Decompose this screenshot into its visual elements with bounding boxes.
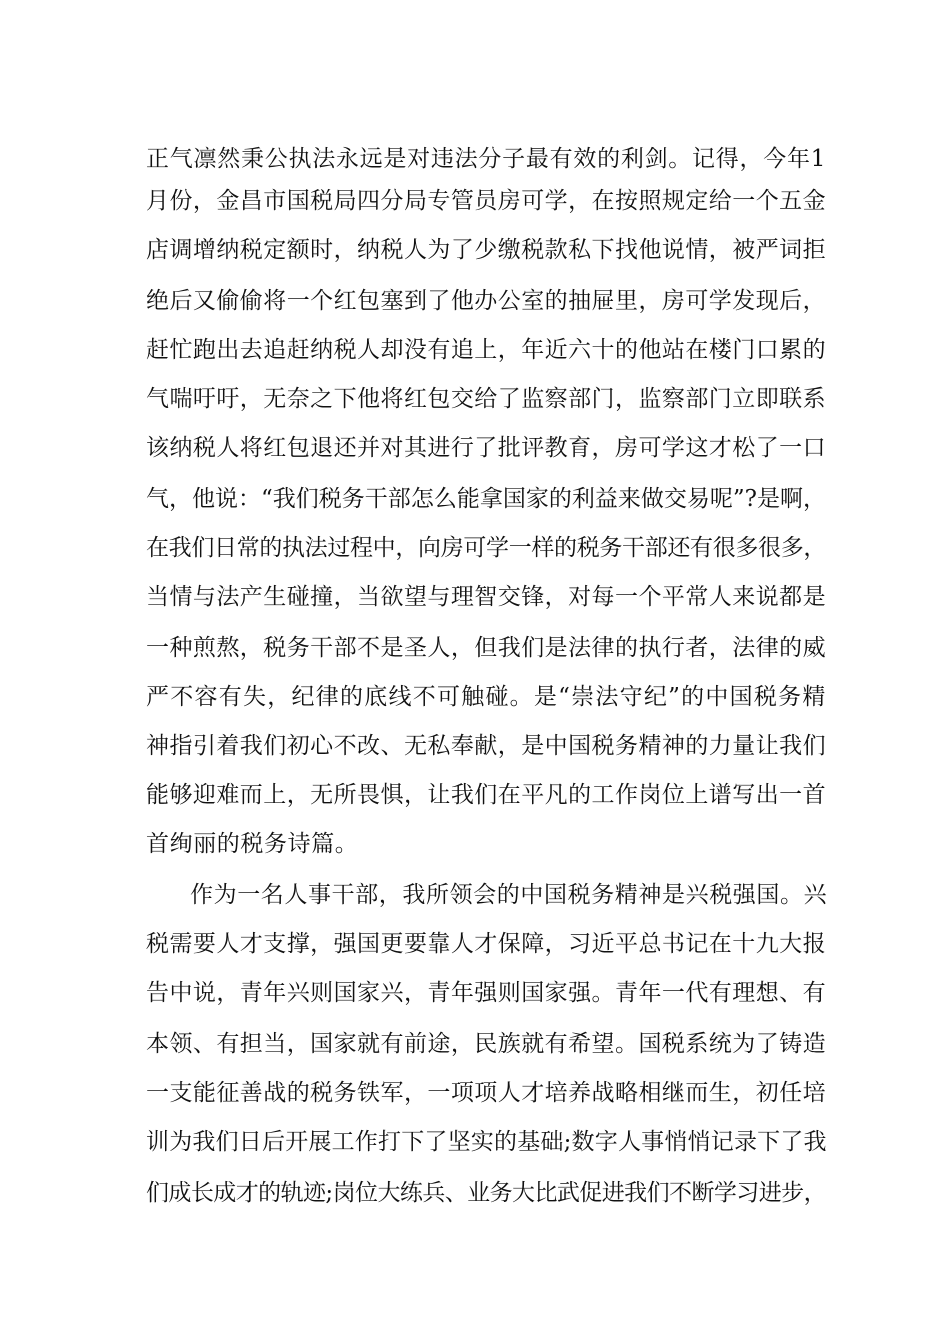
paragraph-2-line-3: 告中说，青年兴则国家兴，青年强则国家强。青年一代有理想、有 xyxy=(146,980,826,1006)
paragraph-1-line-14: 能够迎难而上，无所畏惧，让我们在平凡的工作岗位上谱写出一首 xyxy=(146,782,826,808)
paragraph-1-line-15: 首绚丽的税务诗篇。 xyxy=(146,831,359,857)
paragraph-1-line-12: 严不容有失，纪律的底线不可触碰。是“崇法守纪”的中国税务精 xyxy=(146,684,826,710)
paragraph-1-line-10: 当情与法产生碰撞，当欲望与理智交锋，对每一个平常人来说都是 xyxy=(146,584,826,610)
paragraph-1-line-11: 一种煎熬，税务干部不是圣人，但我们是法律的执行者，法律的威 xyxy=(146,635,826,661)
paragraph-2-line-4: 本领、有担当，国家就有前途，民族就有希望。国税系统为了铸造 xyxy=(146,1031,826,1057)
paragraph-1-line-4: 绝后又偷偷将一个红包塞到了他办公室的抽屉里，房可学发现后， xyxy=(146,288,826,314)
paragraph-1-line-8: 气，他说：“我们税务干部怎么能拿国家的利益来做交易呢”?是啊， xyxy=(146,486,826,512)
paragraph-2-line-2: 税需要人才支撑，强国更要靠人才保障，习近平总书记在十九大报 xyxy=(146,931,826,957)
paragraph-1-line-3: 店调增纳税定额时，纳税人为了少缴税款私下找他说情，被严词拒 xyxy=(146,237,826,263)
paragraph-1-line-7: 该纳税人将红包退还并对其进行了批评教育，房可学这才松了一口 xyxy=(146,435,826,461)
paragraph-2-line-6: 训为我们日后开展工作打下了坚实的基础;数字人事悄悄记录下了我 xyxy=(146,1129,827,1155)
paragraph-1-line-13: 神指引着我们初心不改、无私奉献，是中国税务精神的力量让我们 xyxy=(146,733,826,759)
paragraph-1-line-1: 正气凛然秉公执法永远是对违法分子最有效的利剑。记得，今年1 xyxy=(146,146,826,172)
paragraph-1-line-2: 月份，金昌市国税局四分局专管员房可学，在按照规定给一个五金 xyxy=(146,188,826,214)
paragraph-2-line-5: 一支能征善战的税务铁军，一项项人才培养战略相继而生，初任培 xyxy=(146,1080,826,1106)
paragraph-2-line-1: 作为一名人事干部，我所领会的中国税务精神是兴税强国。兴 xyxy=(190,882,828,908)
paragraph-2-line-7: 们成长成才的轨迹;岗位大练兵、业务大比武促进我们不断学习进步， xyxy=(146,1180,826,1206)
paragraph-1-line-9: 在我们日常的执法过程中，向房可学一样的税务干部还有很多很多， xyxy=(146,535,826,561)
paragraph-1-line-5: 赶忙跑出去追赶纳税人却没有追上，年近六十的他站在楼门口累的 xyxy=(146,337,826,363)
paragraph-1-line-6: 气喘吁吁，无奈之下他将红包交给了监察部门，监察部门立即联系 xyxy=(146,386,826,412)
